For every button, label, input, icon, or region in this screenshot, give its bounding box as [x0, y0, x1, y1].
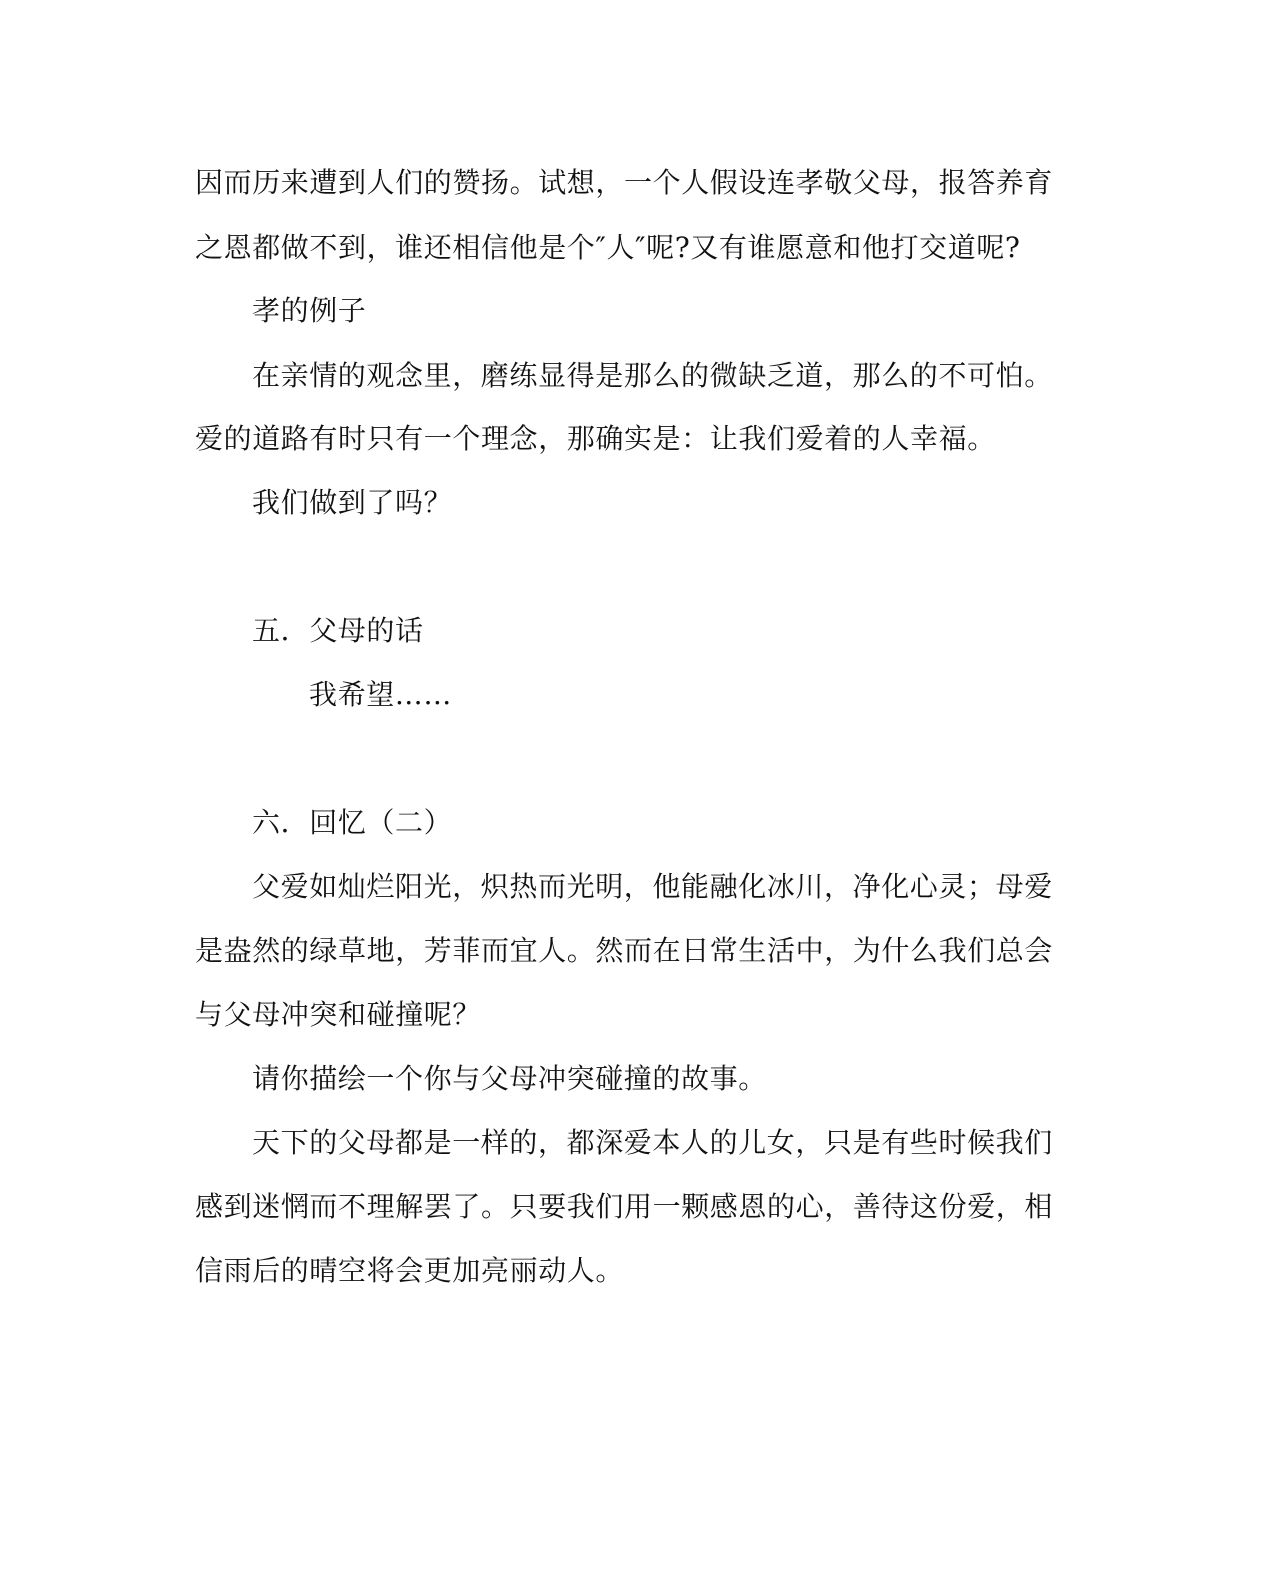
- body-text-line: 我希望……: [309, 678, 453, 711]
- body-text-line: 信雨后的晴空将会更加亮丽动人。: [195, 1254, 625, 1287]
- body-text-line: 天下的父母都是一样的，都深爱本人的儿女，只是有些时候我们: [252, 1126, 1053, 1159]
- body-text-line: 与父母冲突和碰撞呢？: [195, 998, 482, 1031]
- body-text-line: 父爱如灿烂阳光，炽热而光明，他能融化冰川，净化心灵；母爱: [252, 870, 1053, 903]
- body-text-line: 我们做到了吗？: [252, 486, 453, 519]
- body-text-line: 因而历来遭到人们的赞扬。试想，一个人假设连孝敬父母，报答养育: [195, 166, 1054, 199]
- body-text-line: 请你描绘一个你与父母冲突碰撞的故事。: [252, 1062, 767, 1095]
- body-text-line: 之恩都做不到，谁还相信他是个″人″呢?又有谁愿意和他打交道呢?: [195, 231, 1021, 264]
- body-text-line: 感到迷惘而不理解罢了。只要我们用一颗感恩的心，善待这份爱，相: [195, 1190, 1054, 1223]
- section-subheading: 孝的例子: [252, 294, 367, 327]
- body-text-line: 爱的道路有时只有一个理念，那确实是：让我们爱着的人幸福。: [195, 422, 996, 455]
- section-heading: 六．回忆（二）: [252, 806, 453, 839]
- body-text-line: 是盎然的绿草地，芳菲而宜人。然而在日常生活中，为什么我们总会: [195, 934, 1054, 967]
- body-text-line: 在亲情的观念里，磨练显得是那么的微缺乏道，那么的不可怕。: [252, 359, 1053, 392]
- section-heading: 五．父母的话: [252, 614, 424, 647]
